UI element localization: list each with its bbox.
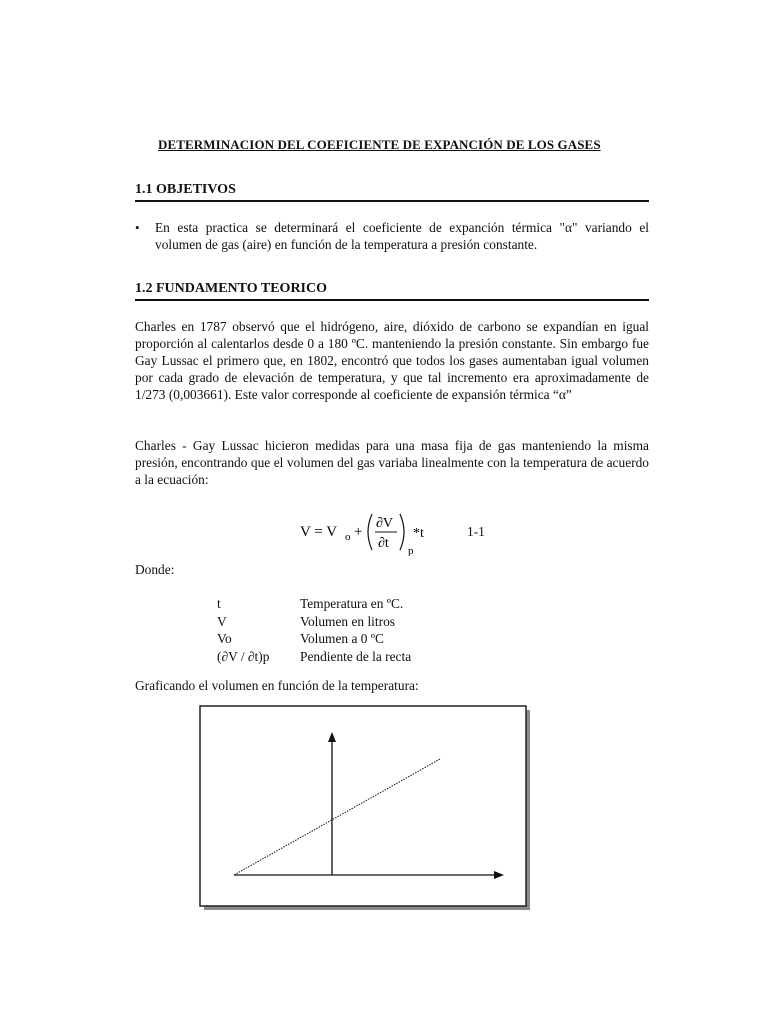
- paragraph-charles-history: Charles en 1787 observó que el hidrógeno, aire, dióxido de carbono se expandían en igual proporción al calentarlos desde 0 a 180 ºC. manteniendo la presión constante. Sin embargo fue Gay Lussac el primero que, en 1802, encontró que todos los gases aumentaban igual volumen por cada grado de elevación de temperatura, y que tal incremento era aproximadamente de 1/273 (0,003661). Este valor corresponde al coeficiente de expansión térmica “α”: [135, 319, 649, 402]
- definition-symbol: t: [217, 596, 221, 611]
- graph-border: [200, 706, 526, 906]
- section-heading-objetivos: 1.1 OBJETIVOS: [135, 182, 649, 202]
- definitions-list: [217, 595, 411, 665]
- eq-plus: +: [354, 524, 363, 540]
- document-title: DETERMINACION DEL COEFICIENTE DE EXPANCIÓN DE LOS GASES: [158, 137, 601, 152]
- definition-description: Temperatura en ºC.: [300, 596, 404, 611]
- volume-temperature-graph: [198, 704, 532, 912]
- eq-lhs-sub: o: [345, 531, 351, 543]
- definition-row: [217, 648, 411, 666]
- eq-lhs: V = V: [300, 524, 338, 540]
- definition-description: Volumen en litros: [300, 613, 395, 629]
- eq-left-paren: [368, 514, 372, 550]
- definition-symbol: V: [217, 613, 227, 629]
- definition-description: Volumen a 0 ºC: [300, 631, 384, 646]
- eq-numerator: ∂V: [376, 516, 394, 531]
- definition-row: [217, 595, 411, 613]
- equation-number: 1-1: [467, 524, 485, 539]
- bullet-icon: •: [135, 220, 140, 235]
- eq-right-paren: [400, 514, 404, 550]
- graph-caption: Graficando el volumen en función de la temperatura:: [135, 678, 419, 693]
- definition-description: Pendiente de la recta: [300, 648, 412, 664]
- definition-symbol: Vo: [217, 631, 232, 646]
- objective-text: En esta practica se determinará el coeficiente de expanción térmica "α" variando el volumen de gas (aire) en función de la temperatura a presión constante.: [155, 220, 649, 252]
- section-heading-fundamento: 1.2 FUNDAMENTO TEORICO: [135, 281, 649, 301]
- definition-symbol: (∂V / ∂t)p: [217, 648, 270, 664]
- equation-1-1: [300, 510, 430, 556]
- definition-row: [217, 613, 411, 631]
- paragraph-charles-gay-lussac: Charles - Gay Lussac hicieron medidas para una masa fija de gas manteniendo la misma presión, encontrando que el volumen del gas variaba linealmente con la temperatura de acuerdo a la ecuación:: [135, 438, 649, 487]
- definition-row: [217, 630, 411, 648]
- eq-times-t: *t: [413, 526, 424, 541]
- eq-denominator: ∂t: [378, 536, 389, 551]
- donde-label: Donde:: [135, 562, 175, 577]
- objective-bullet: [135, 219, 649, 253]
- eq-subscript-p: p: [408, 545, 414, 556]
